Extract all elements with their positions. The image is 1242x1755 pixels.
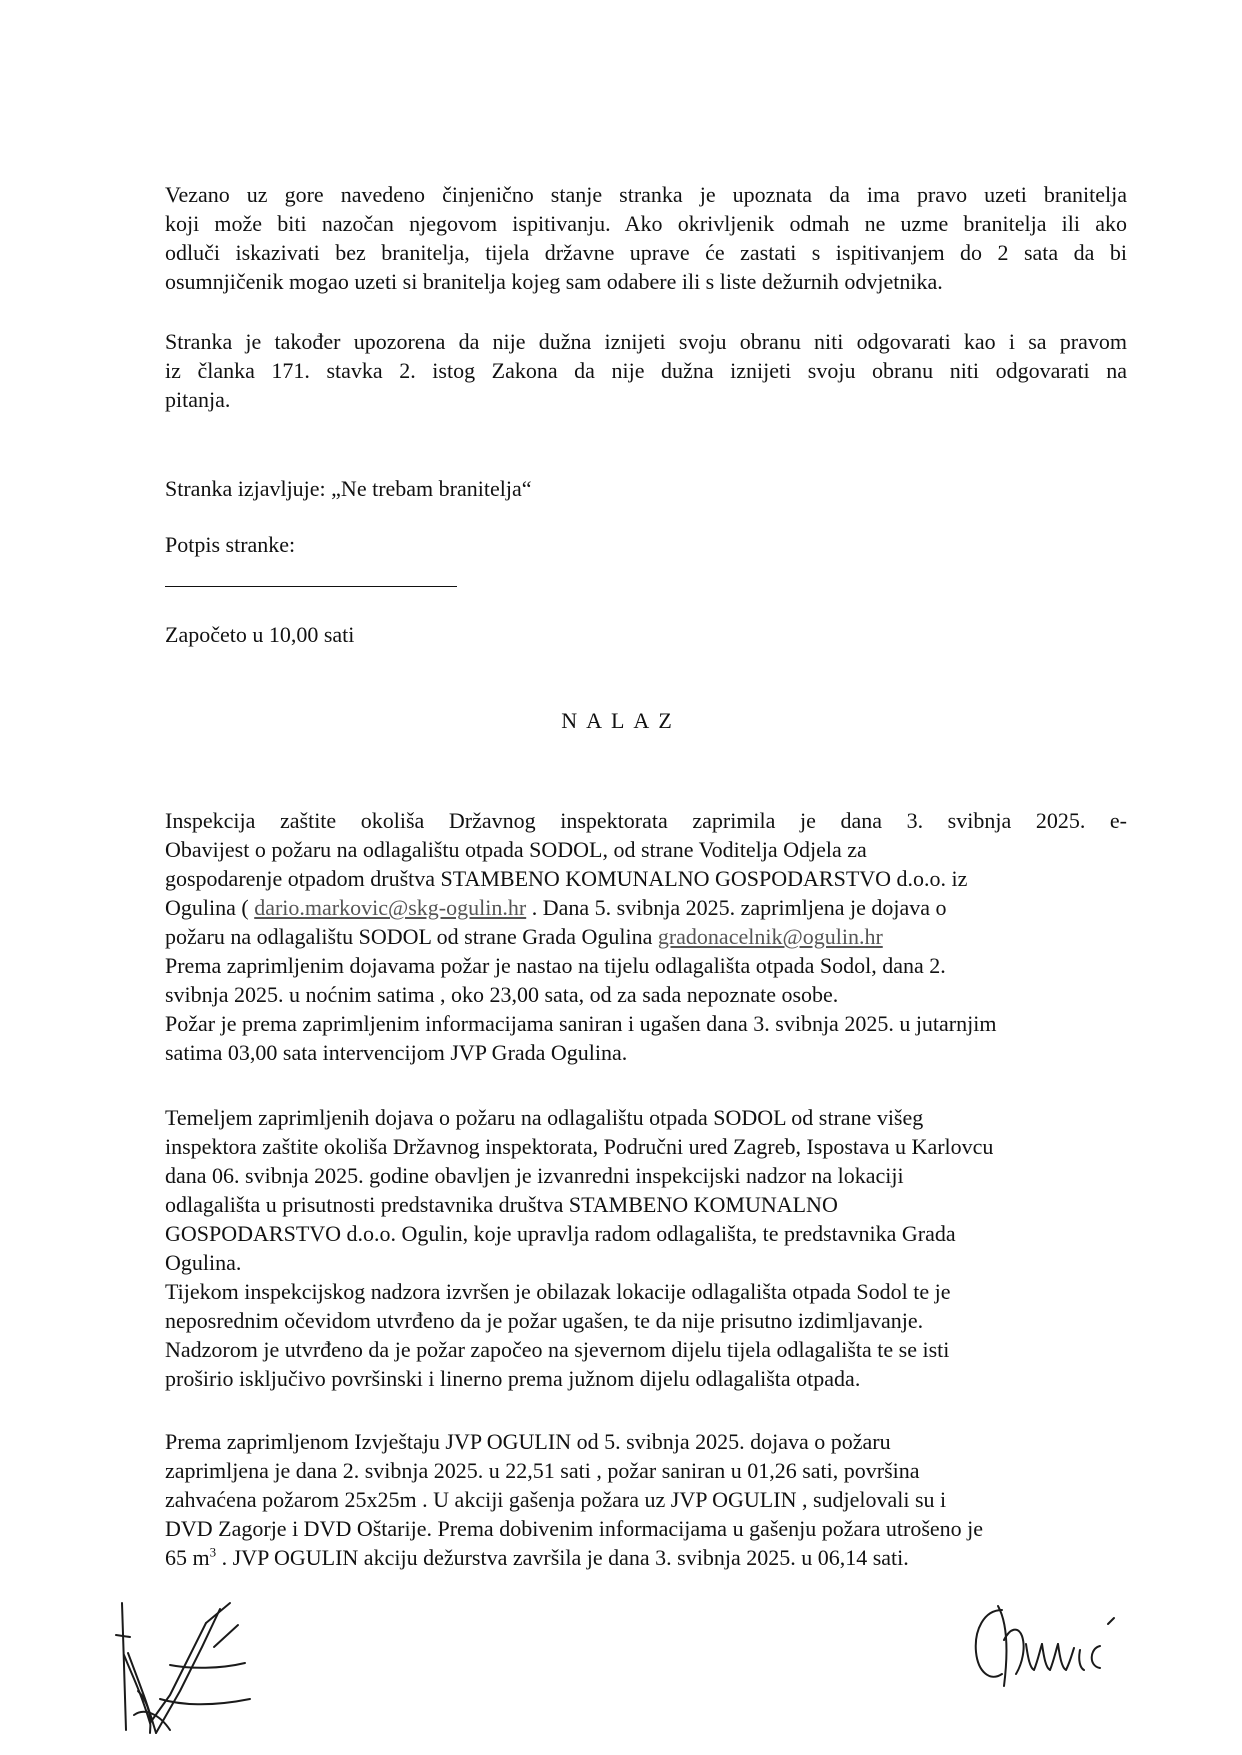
p1-line-1: Inspekcija zaštite okoliša Državnog inspektorata zaprimila je dana 3. svibnja 2025. e- (165, 808, 1127, 833)
p1-line-4-end: . Dana 5. svibnja 2025. zaprimljena je dojava o (526, 895, 947, 920)
p2-line-8: neposrednim očevidom utvrđeno da je požar ugašen, te da nije prisutno izdimljavanje. (165, 1308, 924, 1333)
p2-line-4: odlagališta u prisutnosti predstavnika društva STAMBENO KOMUNALNO (165, 1192, 838, 1217)
warning-line-1: Stranka je također upozorena da nije dužna iznijeti svoju obranu niti odgovarati kao i sa pravom (165, 329, 1127, 354)
p3-line-5 (165, 1543, 909, 1572)
p1-line-5-start: požaru na odlagalištu SODOL od strane Grada Ogulina (165, 924, 658, 949)
signature-line (165, 586, 457, 587)
p3-line-3: zahvaćena požarom 25x25m . U akciji gašenja požara uz JVP OGULIN , sudjelovali su i (165, 1487, 947, 1512)
email-link-2[interactable]: gradonacelnik@ogulin.hr (657, 924, 883, 949)
p3-line-1: Prema zaprimljenom Izvještaju JVP OGULIN od 5. svibnja 2025. dojava o požaru (165, 1429, 891, 1454)
signature-left (110, 1595, 260, 1740)
p2-line-5: GOSPODARSTVO d.o.o. Ogulin, koje upravlja radom odlagališta, te predstavnika Grada (165, 1221, 956, 1246)
warning-line-2: iz članka 171. stavka 2. istog Zakona da nije dužna iznijeti svoju obranu niti odgovarati na (165, 358, 1127, 383)
p1-line-2: Obavijest o požaru na odlagalištu otpada SODOL, od strane Voditelja Odjela za (165, 837, 867, 862)
p1-line-8: Požar je prema zaprimljenim informacijama saniran i ugašen dana 3. svibnja 2025. u jutarnjim (165, 1011, 997, 1036)
intro-line-3: odluči iskazivati bez branitelja, tijela državne uprave će zastati s ispitivanjem do 2 sata da bi (165, 240, 1127, 265)
intro-line-4: osumnjičenik mogao uzeti si branitelja kojeg sam odabere ili s liste dežurnih odvjetnika. (165, 269, 943, 294)
p2-line-2: inspektora zaštite okoliša Državnog inspektorata, Područni ured Zagreb, Ispostava u Karlovcu (165, 1134, 994, 1159)
p1-line-5 (165, 922, 883, 951)
p3-line-5-start: 65 m (165, 1545, 210, 1570)
p1-line-7: svibnja 2025. u noćnim satima , oko 23,00 sata, od za sada nepoznate osobe. (165, 982, 839, 1007)
intro-line-2: koji može biti nazočan njegovom ispitivanju. Ako okrivljenik odmah ne uzme branitelja ili ako (165, 211, 1127, 236)
start-time: Započeto u 10,00 sati (165, 622, 355, 647)
p2-line-10: proširio isključivo površinski i linerno prema južnom dijelu odlagališta otpada. (165, 1366, 861, 1391)
p2-line-9: Nadzorom je utvrđeno da je požar započeo na sjevernom dijelu tijela odlagališta te se isti (165, 1337, 950, 1362)
warning-line-3: pitanja. (165, 387, 231, 412)
p1-line-4-start: Ogulina ( (165, 895, 255, 920)
p2-line-7: Tijekom inspekcijskog nadzora izvršen je obilazak lokacije odlagališta otpada Sodol te je (165, 1279, 951, 1304)
email-link-1[interactable]: dario.markovic@skg-ogulin.hr (254, 895, 527, 920)
p3-line-2: zaprimljena je dana 2. svibnja 2025. u 22,51 sati , požar saniran u 01,26 sati, površina (165, 1458, 920, 1483)
p3-line-5-end: . JVP OGULIN akciju dežurstva završila je dana 3. svibnja 2025. u 06,14 sati. (216, 1545, 909, 1570)
signature-label: Potpis stranke: (165, 532, 296, 557)
intro-line-1: Vezano uz gore navedeno činjenično stanje stranka je upoznata da ima pravo uzeti branitelja (165, 182, 1127, 207)
p2-line-6: Ogulina. (165, 1250, 242, 1275)
p1-line-4 (165, 893, 947, 922)
p2-line-3: dana 06. svibnja 2025. godine obavljen je izvanredni inspekcijski nadzor na lokaciji (165, 1163, 904, 1188)
cubic-superscript: 3 (209, 1544, 217, 1560)
signature-right (968, 1600, 1148, 1695)
p1-line-3: gospodarenje otpadom društva STAMBENO KOMUNALNO GOSPODARSTVO d.o.o. iz (165, 866, 968, 891)
p1-line-6: Prema zaprimljenim dojavama požar je nastao na tijelu odlagališta otpada Sodol, dana 2. (165, 953, 946, 978)
p2-line-1: Temeljem zaprimljenih dojava o požaru na odlagalištu otpada SODOL od strane višeg (165, 1105, 924, 1130)
section-heading: NALAZ (561, 708, 681, 733)
party-statement: Stranka izjavljuje: „Ne trebam branitelja“ (165, 476, 532, 501)
p1-line-9: satima 03,00 sata intervencijom JVP Grada Ogulina. (165, 1040, 628, 1065)
p3-line-4: DVD Zagorje i DVD Oštarije. Prema dobivenim informacijama u gašenju požara utrošeno je (165, 1516, 984, 1541)
